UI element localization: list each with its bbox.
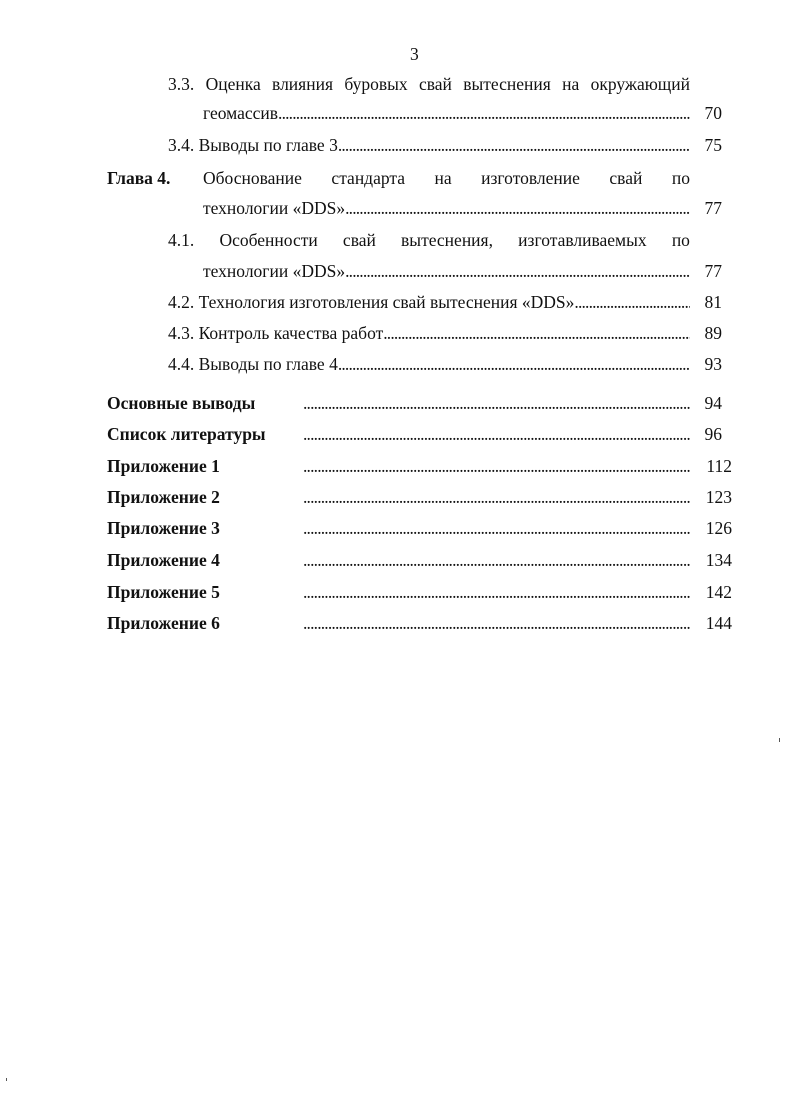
toc-page-4-2: 81	[704, 292, 722, 312]
toc-back-label: Приложение 6	[107, 613, 220, 633]
leader-dots	[303, 487, 690, 507]
toc-entry-ch4-line1: Обоснование стандарта на изготовление свай по	[203, 168, 690, 188]
leader-dots	[303, 456, 690, 476]
toc-page-3-3: 70	[704, 103, 722, 123]
toc-entry-3-3-line1: 3.3. Оценка влияния буровых свай вытеснения на окружающий	[168, 74, 690, 94]
toc-back-page: 96	[704, 424, 722, 444]
toc-entry-4-1-line2: технологии «DDS» . . .	[203, 261, 690, 281]
toc-entry-4-4: 4.4. Выводы по главе 4 . . .	[168, 354, 690, 374]
toc-back-page: 112	[706, 456, 732, 476]
toc-entry-ch4-line2: технологии «DDS» . . .	[203, 198, 690, 218]
toc-back-label: Приложение 1	[107, 456, 220, 476]
toc-back-page: 94	[704, 393, 722, 413]
leader-dots	[383, 323, 690, 343]
toc-back-page: 144	[705, 613, 732, 633]
toc-entry-4-3: 4.3. Контроль качества работ . . .	[168, 323, 690, 343]
toc-page-4-3: 89	[704, 323, 722, 343]
toc-entry-4-1-line1: 4.1. Особенности свай вытеснения, изготавливаемых по	[168, 230, 690, 250]
toc-back-page: 126	[705, 518, 732, 538]
toc-page-3-4: 75	[704, 135, 722, 155]
leader-dots	[303, 518, 690, 538]
toc-entry-3-3-line2: геомассив . . .	[203, 103, 690, 123]
toc-page-4-4: 93	[704, 354, 722, 374]
leader-dots	[345, 198, 690, 218]
leader-dots	[338, 135, 690, 155]
toc-back-label: Приложение 2	[107, 487, 220, 507]
leader-dots	[303, 550, 690, 570]
leader-dots	[278, 103, 690, 123]
toc-back-page: 142	[705, 582, 732, 602]
toc-entry-4-2: 4.2. Технология изготовления свай вытеснения «DDS» . . .	[168, 292, 690, 312]
toc-back-label: Приложение 4	[107, 550, 220, 570]
toc-back-label: Список литературы	[107, 424, 266, 444]
chapter-4-label: Глава 4.	[107, 168, 171, 188]
scan-speck	[779, 738, 780, 742]
toc-page-4-1: 77	[704, 261, 722, 281]
leader-dots	[303, 582, 690, 602]
toc-back-page: 123	[705, 487, 732, 507]
page-number: 3	[410, 44, 419, 64]
toc-back-label: Приложение 3	[107, 518, 220, 538]
toc-back-label: Основные выводы	[107, 393, 256, 413]
leader-dots	[574, 292, 690, 312]
leader-dots	[345, 261, 690, 281]
toc-entry-3-4: 3.4. Выводы по главе 3 . . .	[168, 135, 690, 155]
leader-dots	[303, 613, 690, 633]
leader-dots	[303, 393, 690, 413]
scan-speck	[6, 1078, 7, 1081]
toc-page-ch4: 77	[704, 198, 722, 218]
leader-dots	[338, 354, 690, 374]
toc-back-label: Приложение 5	[107, 582, 220, 602]
leader-dots	[303, 424, 690, 444]
toc-back-page: 134	[705, 550, 732, 570]
